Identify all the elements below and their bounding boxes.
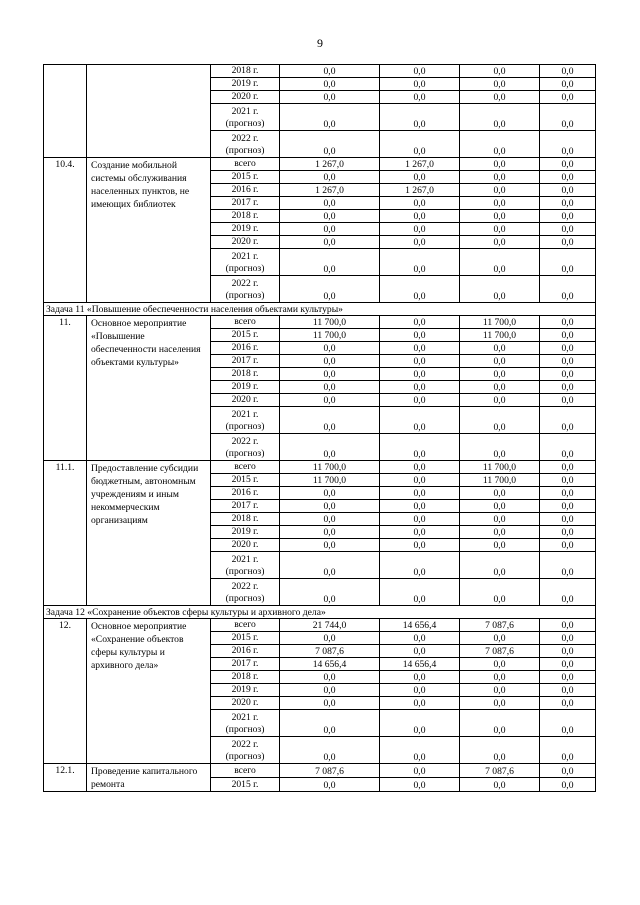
value-cell: 0,0: [380, 671, 460, 684]
value-cell: 0,0: [540, 407, 596, 434]
value-cell: 0,0: [460, 579, 540, 606]
value-cell: 0,0: [460, 737, 540, 764]
value-cell: 11 700,0: [460, 474, 540, 487]
value-cell: 0,0: [380, 329, 460, 342]
year-cell: 2018 г.: [211, 513, 280, 526]
item-number: 11.: [44, 316, 87, 461]
value-cell: 0,0: [460, 407, 540, 434]
value-cell: 0,0: [280, 737, 380, 764]
value-cell: 0,0: [540, 158, 596, 171]
value-cell: 0,0: [460, 104, 540, 131]
value-cell: 0,0: [280, 526, 380, 539]
value-cell: 0,0: [380, 737, 460, 764]
item-name: Основное мероприятие «Сохранение объектов сферы культуры и архивного дела»: [87, 619, 211, 764]
value-cell: 0,0: [280, 513, 380, 526]
value-cell: 0,0: [540, 737, 596, 764]
value-cell: 0,0: [280, 355, 380, 368]
value-cell: 0,0: [460, 434, 540, 461]
value-cell: 0,0: [380, 394, 460, 407]
value-cell: 0,0: [380, 778, 460, 792]
value-cell: 0,0: [540, 342, 596, 355]
value-cell: 0,0: [540, 671, 596, 684]
year-cell: 2020 г.: [211, 236, 280, 249]
year-cell: 2021 г. (прогноз): [211, 249, 280, 276]
value-cell: 0,0: [540, 329, 596, 342]
value-cell: 0,0: [380, 342, 460, 355]
value-cell: 0,0: [460, 552, 540, 579]
value-cell: 0,0: [540, 526, 596, 539]
value-cell: 0,0: [460, 684, 540, 697]
task-row: [44, 606, 596, 619]
page-number: 9: [317, 36, 323, 50]
value-cell: 0,0: [460, 394, 540, 407]
value-cell: 0,0: [280, 671, 380, 684]
value-cell: 1 267,0: [380, 158, 460, 171]
value-cell: 0,0: [460, 236, 540, 249]
year-cell: 2019 г.: [211, 684, 280, 697]
value-cell: 0,0: [280, 500, 380, 513]
value-cell: 0,0: [280, 276, 380, 303]
year-cell: 2020 г.: [211, 91, 280, 104]
value-cell: 0,0: [380, 552, 460, 579]
item-name: [87, 65, 211, 158]
value-cell: 7 087,6: [460, 619, 540, 632]
value-cell: 0,0: [460, 355, 540, 368]
year-cell: всего: [211, 461, 280, 474]
year-cell: всего: [211, 316, 280, 329]
value-cell: 7 087,6: [280, 645, 380, 658]
value-cell: 0,0: [540, 487, 596, 500]
value-cell: 0,0: [540, 684, 596, 697]
year-cell: всего: [211, 619, 280, 632]
value-cell: 0,0: [460, 671, 540, 684]
value-cell: 0,0: [540, 249, 596, 276]
value-cell: 0,0: [460, 500, 540, 513]
item-name: Создание мобильной системы обслуживания населенных пунктов, не имеющих библиотек: [87, 158, 211, 303]
value-cell: 7 087,6: [280, 764, 380, 778]
value-cell: 0,0: [540, 474, 596, 487]
table-row: [44, 619, 596, 632]
value-cell: 0,0: [280, 632, 380, 645]
year-cell: 2015 г.: [211, 778, 280, 792]
value-cell: 0,0: [460, 158, 540, 171]
item-number: 12.: [44, 619, 87, 764]
value-cell: 0,0: [460, 91, 540, 104]
value-cell: 0,0: [540, 184, 596, 197]
task-row: [44, 303, 596, 316]
year-cell: 2022 г. (прогноз): [211, 276, 280, 303]
value-cell: 0,0: [280, 171, 380, 184]
value-cell: 0,0: [380, 236, 460, 249]
value-cell: 0,0: [540, 171, 596, 184]
value-cell: 0,0: [460, 368, 540, 381]
value-cell: 0,0: [280, 368, 380, 381]
value-cell: 0,0: [540, 316, 596, 329]
value-cell: 0,0: [540, 210, 596, 223]
value-cell: 14 656,4: [380, 658, 460, 671]
value-cell: 11 700,0: [280, 461, 380, 474]
item-name: Проведение капитального ремонта: [87, 764, 211, 792]
value-cell: 0,0: [280, 710, 380, 737]
value-cell: 14 656,4: [280, 658, 380, 671]
year-cell: 2018 г.: [211, 671, 280, 684]
value-cell: 0,0: [540, 131, 596, 158]
value-cell: 0,0: [540, 223, 596, 236]
value-cell: 0,0: [280, 223, 380, 236]
value-cell: 0,0: [380, 171, 460, 184]
table-row: [44, 65, 596, 78]
year-cell: 2015 г.: [211, 474, 280, 487]
year-cell: 2016 г.: [211, 342, 280, 355]
value-cell: 0,0: [540, 552, 596, 579]
value-cell: 0,0: [540, 619, 596, 632]
value-cell: 0,0: [460, 710, 540, 737]
value-cell: 11 700,0: [280, 474, 380, 487]
value-cell: 0,0: [380, 764, 460, 778]
value-cell: 0,0: [540, 394, 596, 407]
value-cell: 0,0: [460, 539, 540, 552]
item-number: 12.1.: [44, 764, 87, 792]
value-cell: 0,0: [540, 434, 596, 461]
value-cell: 0,0: [380, 461, 460, 474]
value-cell: 0,0: [380, 104, 460, 131]
year-cell: 2020 г.: [211, 697, 280, 710]
value-cell: 0,0: [380, 316, 460, 329]
year-cell: 2021 г. (прогноз): [211, 552, 280, 579]
value-cell: 0,0: [280, 197, 380, 210]
year-cell: 2015 г.: [211, 329, 280, 342]
value-cell: 0,0: [380, 697, 460, 710]
value-cell: 0,0: [540, 500, 596, 513]
value-cell: 0,0: [280, 131, 380, 158]
value-cell: 0,0: [280, 236, 380, 249]
table-row: [44, 764, 596, 778]
table-row: [44, 461, 596, 474]
value-cell: 0,0: [280, 778, 380, 792]
value-cell: 0,0: [460, 381, 540, 394]
value-cell: 0,0: [540, 104, 596, 131]
value-cell: 0,0: [540, 91, 596, 104]
value-cell: 0,0: [460, 171, 540, 184]
year-cell: 2015 г.: [211, 171, 280, 184]
value-cell: 0,0: [460, 487, 540, 500]
value-cell: 14 656,4: [380, 619, 460, 632]
value-cell: 0,0: [380, 684, 460, 697]
value-cell: 0,0: [280, 78, 380, 91]
value-cell: 0,0: [380, 407, 460, 434]
value-cell: 0,0: [460, 658, 540, 671]
year-cell: 2022 г. (прогноз): [211, 737, 280, 764]
value-cell: 0,0: [280, 434, 380, 461]
value-cell: 0,0: [280, 249, 380, 276]
year-cell: 2018 г.: [211, 65, 280, 78]
value-cell: 0,0: [280, 210, 380, 223]
value-cell: 0,0: [540, 645, 596, 658]
value-cell: 0,0: [380, 368, 460, 381]
year-cell: всего: [211, 764, 280, 778]
value-cell: 0,0: [280, 697, 380, 710]
value-cell: 0,0: [380, 210, 460, 223]
value-cell: 0,0: [380, 579, 460, 606]
value-cell: 0,0: [460, 513, 540, 526]
value-cell: 0,0: [540, 658, 596, 671]
year-cell: 2020 г.: [211, 539, 280, 552]
value-cell: 0,0: [380, 65, 460, 78]
value-cell: 0,0: [460, 342, 540, 355]
value-cell: 0,0: [280, 407, 380, 434]
value-cell: 0,0: [540, 710, 596, 737]
value-cell: 0,0: [460, 632, 540, 645]
item-name: Основное мероприятие «Повышение обеспеченности населения объектами культуры»: [87, 316, 211, 461]
year-cell: 2015 г.: [211, 632, 280, 645]
value-cell: 0,0: [380, 249, 460, 276]
value-cell: 0,0: [540, 764, 596, 778]
year-cell: 2021 г. (прогноз): [211, 407, 280, 434]
value-cell: 0,0: [280, 539, 380, 552]
value-cell: 0,0: [540, 513, 596, 526]
year-cell: 2020 г.: [211, 394, 280, 407]
value-cell: 11 700,0: [280, 316, 380, 329]
value-cell: 0,0: [460, 778, 540, 792]
value-cell: 0,0: [380, 276, 460, 303]
item-number: 11.1.: [44, 461, 87, 606]
value-cell: 0,0: [280, 552, 380, 579]
value-cell: 1 267,0: [380, 184, 460, 197]
value-cell: 0,0: [460, 697, 540, 710]
item-number: 10.4.: [44, 158, 87, 303]
item-name: Предоставление субсидии бюджетным, автономным учреждениям и иным некоммерческим организациям: [87, 461, 211, 606]
value-cell: 0,0: [460, 131, 540, 158]
value-cell: 0,0: [540, 368, 596, 381]
value-cell: 0,0: [460, 276, 540, 303]
value-cell: 0,0: [380, 632, 460, 645]
value-cell: 11 700,0: [460, 461, 540, 474]
value-cell: 0,0: [460, 65, 540, 78]
item-number: [44, 65, 87, 158]
value-cell: 0,0: [380, 381, 460, 394]
value-cell: 1 267,0: [280, 158, 380, 171]
value-cell: 0,0: [380, 91, 460, 104]
value-cell: 0,0: [380, 710, 460, 737]
value-cell: 0,0: [380, 78, 460, 91]
budget-table-body: [44, 65, 596, 792]
value-cell: 0,0: [380, 500, 460, 513]
year-cell: 2022 г. (прогноз): [211, 579, 280, 606]
value-cell: 0,0: [540, 778, 596, 792]
value-cell: 0,0: [280, 342, 380, 355]
year-cell: 2018 г.: [211, 368, 280, 381]
year-cell: 2017 г.: [211, 658, 280, 671]
value-cell: 0,0: [380, 474, 460, 487]
value-cell: 0,0: [380, 526, 460, 539]
value-cell: 11 700,0: [460, 329, 540, 342]
year-cell: 2016 г.: [211, 487, 280, 500]
value-cell: 0,0: [380, 487, 460, 500]
year-cell: 2019 г.: [211, 381, 280, 394]
value-cell: 0,0: [280, 394, 380, 407]
value-cell: 0,0: [540, 539, 596, 552]
year-cell: 2019 г.: [211, 78, 280, 91]
value-cell: 0,0: [540, 197, 596, 210]
year-cell: 2022 г. (прогноз): [211, 434, 280, 461]
value-cell: 7 087,6: [460, 764, 540, 778]
value-cell: 0,0: [280, 91, 380, 104]
value-cell: 0,0: [280, 684, 380, 697]
value-cell: 0,0: [380, 645, 460, 658]
value-cell: 0,0: [460, 184, 540, 197]
value-cell: 0,0: [540, 632, 596, 645]
year-cell: 2022 г. (прогноз): [211, 131, 280, 158]
value-cell: 0,0: [280, 381, 380, 394]
value-cell: 0,0: [540, 276, 596, 303]
value-cell: 0,0: [460, 197, 540, 210]
value-cell: 0,0: [380, 223, 460, 236]
value-cell: 0,0: [460, 223, 540, 236]
value-cell: 0,0: [540, 697, 596, 710]
value-cell: 0,0: [280, 487, 380, 500]
value-cell: 0,0: [460, 526, 540, 539]
year-cell: 2016 г.: [211, 184, 280, 197]
value-cell: 0,0: [380, 355, 460, 368]
value-cell: 0,0: [280, 65, 380, 78]
value-cell: 0,0: [540, 461, 596, 474]
value-cell: 0,0: [380, 131, 460, 158]
year-cell: 2018 г.: [211, 210, 280, 223]
value-cell: 0,0: [380, 513, 460, 526]
year-cell: 2017 г.: [211, 355, 280, 368]
value-cell: 11 700,0: [280, 329, 380, 342]
value-cell: 0,0: [540, 78, 596, 91]
year-cell: всего: [211, 158, 280, 171]
value-cell: 0,0: [540, 355, 596, 368]
value-cell: 0,0: [280, 579, 380, 606]
value-cell: 0,0: [380, 197, 460, 210]
table-row: [44, 316, 596, 329]
year-cell: 2019 г.: [211, 223, 280, 236]
task-heading: Задача 12 «Сохранение объектов сферы культуры и архивного дела»: [44, 606, 596, 619]
value-cell: 0,0: [380, 539, 460, 552]
task-heading: Задача 11 «Повышение обеспеченности населения объектами культуры»: [44, 303, 596, 316]
value-cell: 11 700,0: [460, 316, 540, 329]
value-cell: 0,0: [540, 381, 596, 394]
value-cell: 7 087,6: [460, 645, 540, 658]
value-cell: 0,0: [460, 210, 540, 223]
year-cell: 2016 г.: [211, 645, 280, 658]
budget-table: [43, 64, 596, 792]
value-cell: 0,0: [380, 434, 460, 461]
year-cell: 2021 г. (прогноз): [211, 710, 280, 737]
value-cell: 0,0: [540, 236, 596, 249]
year-cell: 2017 г.: [211, 197, 280, 210]
value-cell: 0,0: [460, 249, 540, 276]
value-cell: 0,0: [540, 65, 596, 78]
value-cell: 0,0: [280, 104, 380, 131]
value-cell: 1 267,0: [280, 184, 380, 197]
value-cell: 0,0: [460, 78, 540, 91]
year-cell: 2017 г.: [211, 500, 280, 513]
year-cell: 2021 г. (прогноз): [211, 104, 280, 131]
year-cell: 2019 г.: [211, 526, 280, 539]
table-row: [44, 158, 596, 171]
value-cell: 0,0: [540, 579, 596, 606]
value-cell: 21 744,0: [280, 619, 380, 632]
